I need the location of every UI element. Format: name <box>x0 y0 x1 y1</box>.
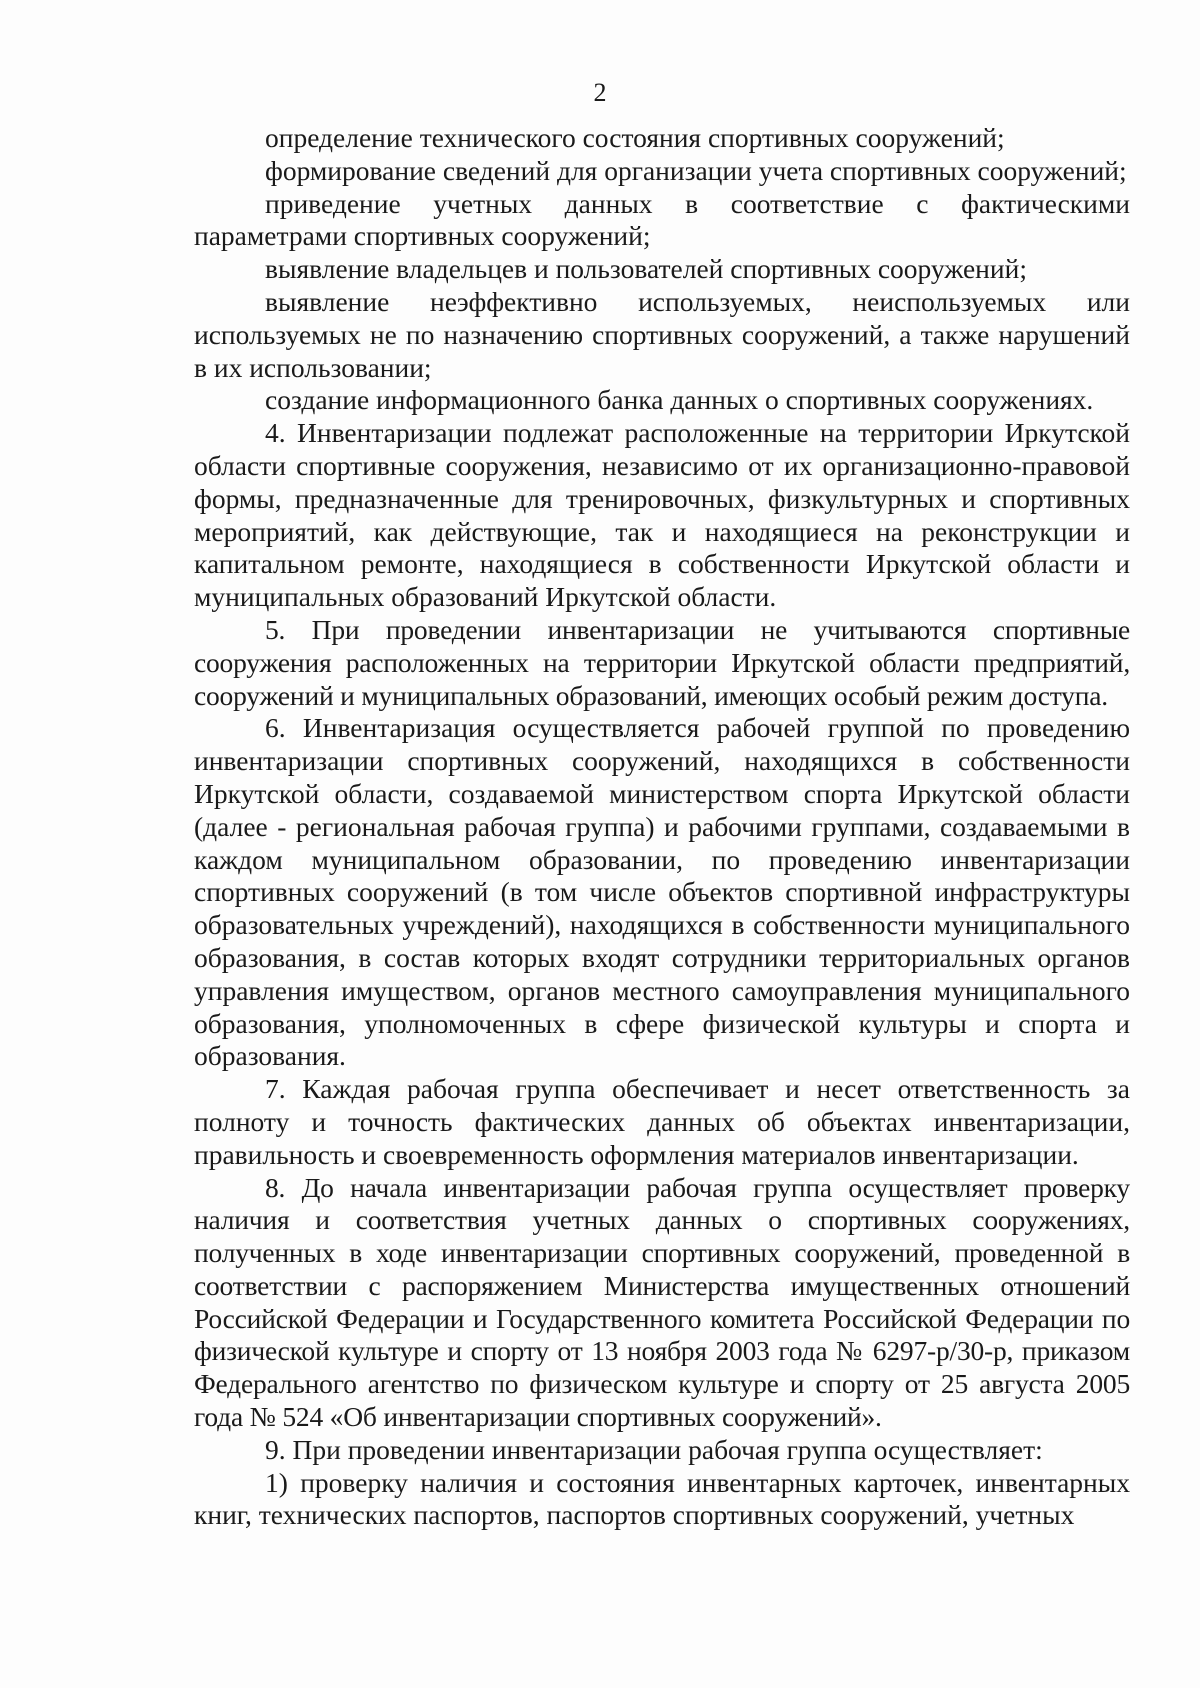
paragraph: определение технического состояния спортивных сооружений; <box>265 122 1005 153</box>
document-body <box>194 122 1130 1532</box>
paragraph: создание информационного банка данных о спортивных сооружениях. <box>265 384 1094 416</box>
paragraph: 6. Инвентаризация осуществляется рабочей группой по проведению инвентаризации спортивных сооружений, находящихся в собственности Иркутской области, создаваемой министерством спорта Иркутской области (далее - региональная рабочая группа) и рабочими группами, создаваемыми в каждом муниципальном образовании, по проведению инвентаризации спортивных сооружений (в том числе объектов спортивной инфраструктуры образовательных учреждений), находящихся в собственности муниципального образования, в состав которых входят сотрудники территориальных органов управления имуществом, органов местного самоуправления муниципального образования, уполномоченных в сфере физической культуры и спорта и образования. <box>194 712 1130 1072</box>
paragraph: 8. До начала инвентаризации рабочая группа осуществляет проверку наличия и соответствия учетных данных о спортивных сооружениях, полученных в ходе инвентаризации спортивных сооружений, проведенной в соответствии с распоряжением Министерства имущественных отношений Российской Федерации и Государственного комитета Российской Федерации по физической культуре и спорту от 13 ноября 2003 года № 6297-р/30-р, приказом Федерального агентство по физическом культуре и спорту от 25 августа 2005 года № 524 «Об инвентаризации спортивных сооружений». <box>194 1171 1130 1433</box>
paragraph: формирование сведений для организации учета спортивных сооружений; <box>265 154 1127 186</box>
paragraph: выявление владельцев и пользователей спортивных сооружений; <box>265 253 1027 285</box>
page-number: 2 <box>593 78 607 107</box>
paragraph: 7. Каждая рабочая группа обеспечивает и несет ответственность за полноту и точность фактических данных об объектах инвентаризации, правильность и своевременность оформления материалов инвентаризации. <box>194 1073 1130 1170</box>
paragraph: 5. При проведении инвентаризации не учитываются спортивные сооружения расположенных на территории Иркутской области предприятий, сооружений и муниципальных образований, имеющих особый режим доступа. <box>194 613 1130 711</box>
paragraph: 1) проверку наличия и состояния инвентарных карточек, инвентарных книг, технических паспортов, паспортов спортивных сооружений, учетных <box>194 1466 1130 1531</box>
paragraph: приведение учетных данных в соответствие с фактическими параметрами спортивных сооружений; <box>194 187 1130 252</box>
paragraph: выявление неэффективно используемых, неиспользуемых или используемых не по назначению спортивных сооружений, а также нарушений в их использовании; <box>194 285 1130 383</box>
paragraph: 9. При проведении инвентаризации рабочая группа осуществляет: <box>265 1433 1043 1465</box>
paragraph: 4. Инвентаризации подлежат расположенные на территории Иркутской области спортивные сооружения, независимо от их организационно-правовой формы, предназначенные для тренировочных, физкультурных и спортивных мероприятий, как действующие, так и находящиеся на реконструкции и капитальном ремонте, находящиеся в собственности Иркутской области и муниципальных образований Иркутской области. <box>194 417 1130 613</box>
